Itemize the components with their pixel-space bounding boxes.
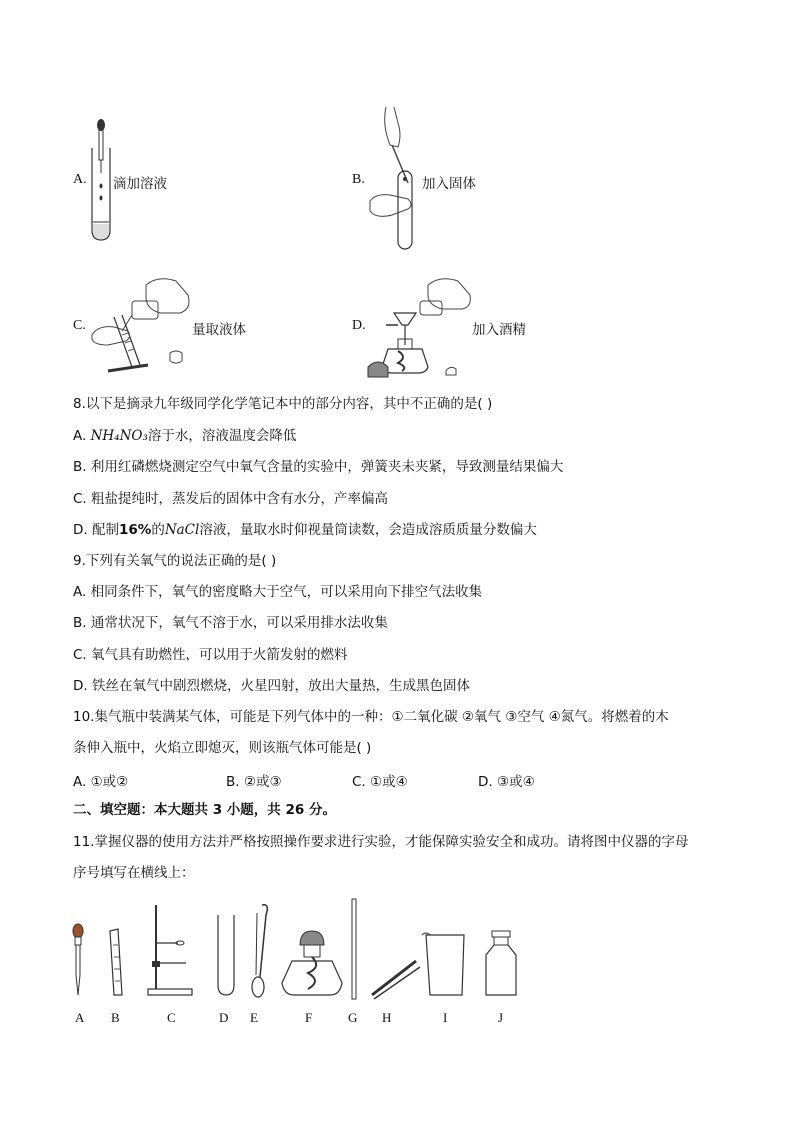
option-b-label: 加入固体 [422, 176, 476, 192]
q8-option-d-prefix: D. 配制 [73, 522, 119, 538]
q10-stem-line1: 10.集气瓶中装满某气体，可能是下列气体中的一种：①二氧化碳 ②氧气 ③空气 ④氮气。将燃着的木 [73, 709, 669, 725]
q8-option-d [73, 521, 537, 539]
option-d-letter: D. [352, 318, 366, 333]
q11-line1: 11.掌握仪器的使用方法并严格按照操作要求进行实验，才能保障实验安全和成功。请将图中仪器的字母 [73, 834, 689, 850]
q8-option-c: C. 粗盐提纯时，蒸发后的固体中含有水分，产率偏高 [73, 491, 389, 507]
q9-option-c: C. 氧气具有助燃性，可以用于火箭发射的燃料 [73, 647, 348, 663]
apparatus-label-a: A [75, 1010, 85, 1025]
q9-stem: 9.下列有关氧气的说法正确的是( ) [73, 553, 277, 569]
q10-stem-line2: 条伸入瓶中，火焰立即熄灭，则该瓶气体可能是( ) [73, 740, 372, 756]
apparatus-row [60, 895, 540, 1005]
q8-option-d-text: 溶液，量取水时仰视量筒读数，会造成溶质质量分数偏大 [199, 522, 537, 538]
option-a-label: 滴加溶液 [113, 176, 167, 192]
q8-option-b: B. 利用红磷燃烧测定空气中氧气含量的实验中，弹簧夹未夹紧，导致测量结果偏大 [73, 459, 564, 475]
q10-option-b: B. ②或③ [226, 774, 282, 790]
q8-option-d-formula: NaCl [164, 522, 200, 538]
q11-line2: 序号填写在横线上： [73, 865, 195, 881]
q8-option-a-formula: NH₄NO₃ [90, 428, 148, 444]
dropper-icon [73, 924, 83, 995]
apparatus-label-j: J [498, 1010, 504, 1025]
apparatus-label-b: B [111, 1010, 120, 1025]
apparatus-label-d: D [219, 1010, 229, 1025]
option-b-letter: B. [352, 172, 365, 187]
alcohol-lamp-icon [282, 931, 342, 995]
reagent-bottle-icon [486, 931, 516, 995]
adding-alcohol-figure [368, 275, 478, 380]
measuring-cylinder-icon [110, 929, 122, 995]
q8-stem: 8.以下是摘录九年级同学化学笔记本中的部分内容，其中不正确的是( ) [73, 396, 493, 412]
apparatus-label-e: E [250, 1010, 258, 1025]
iron-stand-icon [148, 905, 192, 995]
q9-option-b: B. 通常状况下，氧气不溶于水，可以采用排水法收集 [73, 615, 388, 631]
q10-option-c: C. ①或④ [352, 774, 408, 790]
spatula-icon [252, 905, 267, 997]
test-tube-icon [218, 915, 234, 995]
q8-option-d-percent: 16% [118, 522, 152, 538]
q10-option-a: A. ①或② [73, 774, 129, 790]
q9-option-d: D. 铁丝在氧气中剧烈燃烧，火星四射，放出大量热，生成黑色固体 [73, 678, 470, 694]
option-c-letter: C. [73, 318, 86, 333]
apparatus-label-i: I [443, 1010, 448, 1025]
tweezers-icon [372, 961, 420, 999]
q8-option-a [73, 427, 296, 445]
q8-option-a-prefix: A. [73, 428, 91, 444]
adding-solid-figure [368, 105, 420, 250]
beaker-icon [422, 933, 464, 995]
option-c-label: 量取液体 [192, 322, 246, 338]
q9-option-a: A. 相同条件下，氧气的密度略大于空气，可以采用向下排空气法收集 [73, 584, 483, 600]
q8-option-d-mid: 的 [151, 522, 165, 538]
glass-rod-icon [352, 899, 356, 999]
measuring-liquid-figure [88, 275, 198, 380]
apparatus-label-c: C [167, 1010, 176, 1025]
apparatus-label-h: H [382, 1010, 392, 1025]
q8-option-a-text: 溶于水，溶液温度会降低 [147, 428, 297, 444]
q10-option-d: D. ③或④ [478, 774, 535, 790]
option-d-label: 加入酒精 [472, 322, 526, 338]
option-a-letter: A. [73, 172, 87, 187]
section-2-title: 二、填空题：本大题共 3 小题，共 26 分。 [73, 802, 336, 818]
apparatus-label-f: F [305, 1010, 313, 1025]
apparatus-label-g: G [348, 1010, 358, 1025]
